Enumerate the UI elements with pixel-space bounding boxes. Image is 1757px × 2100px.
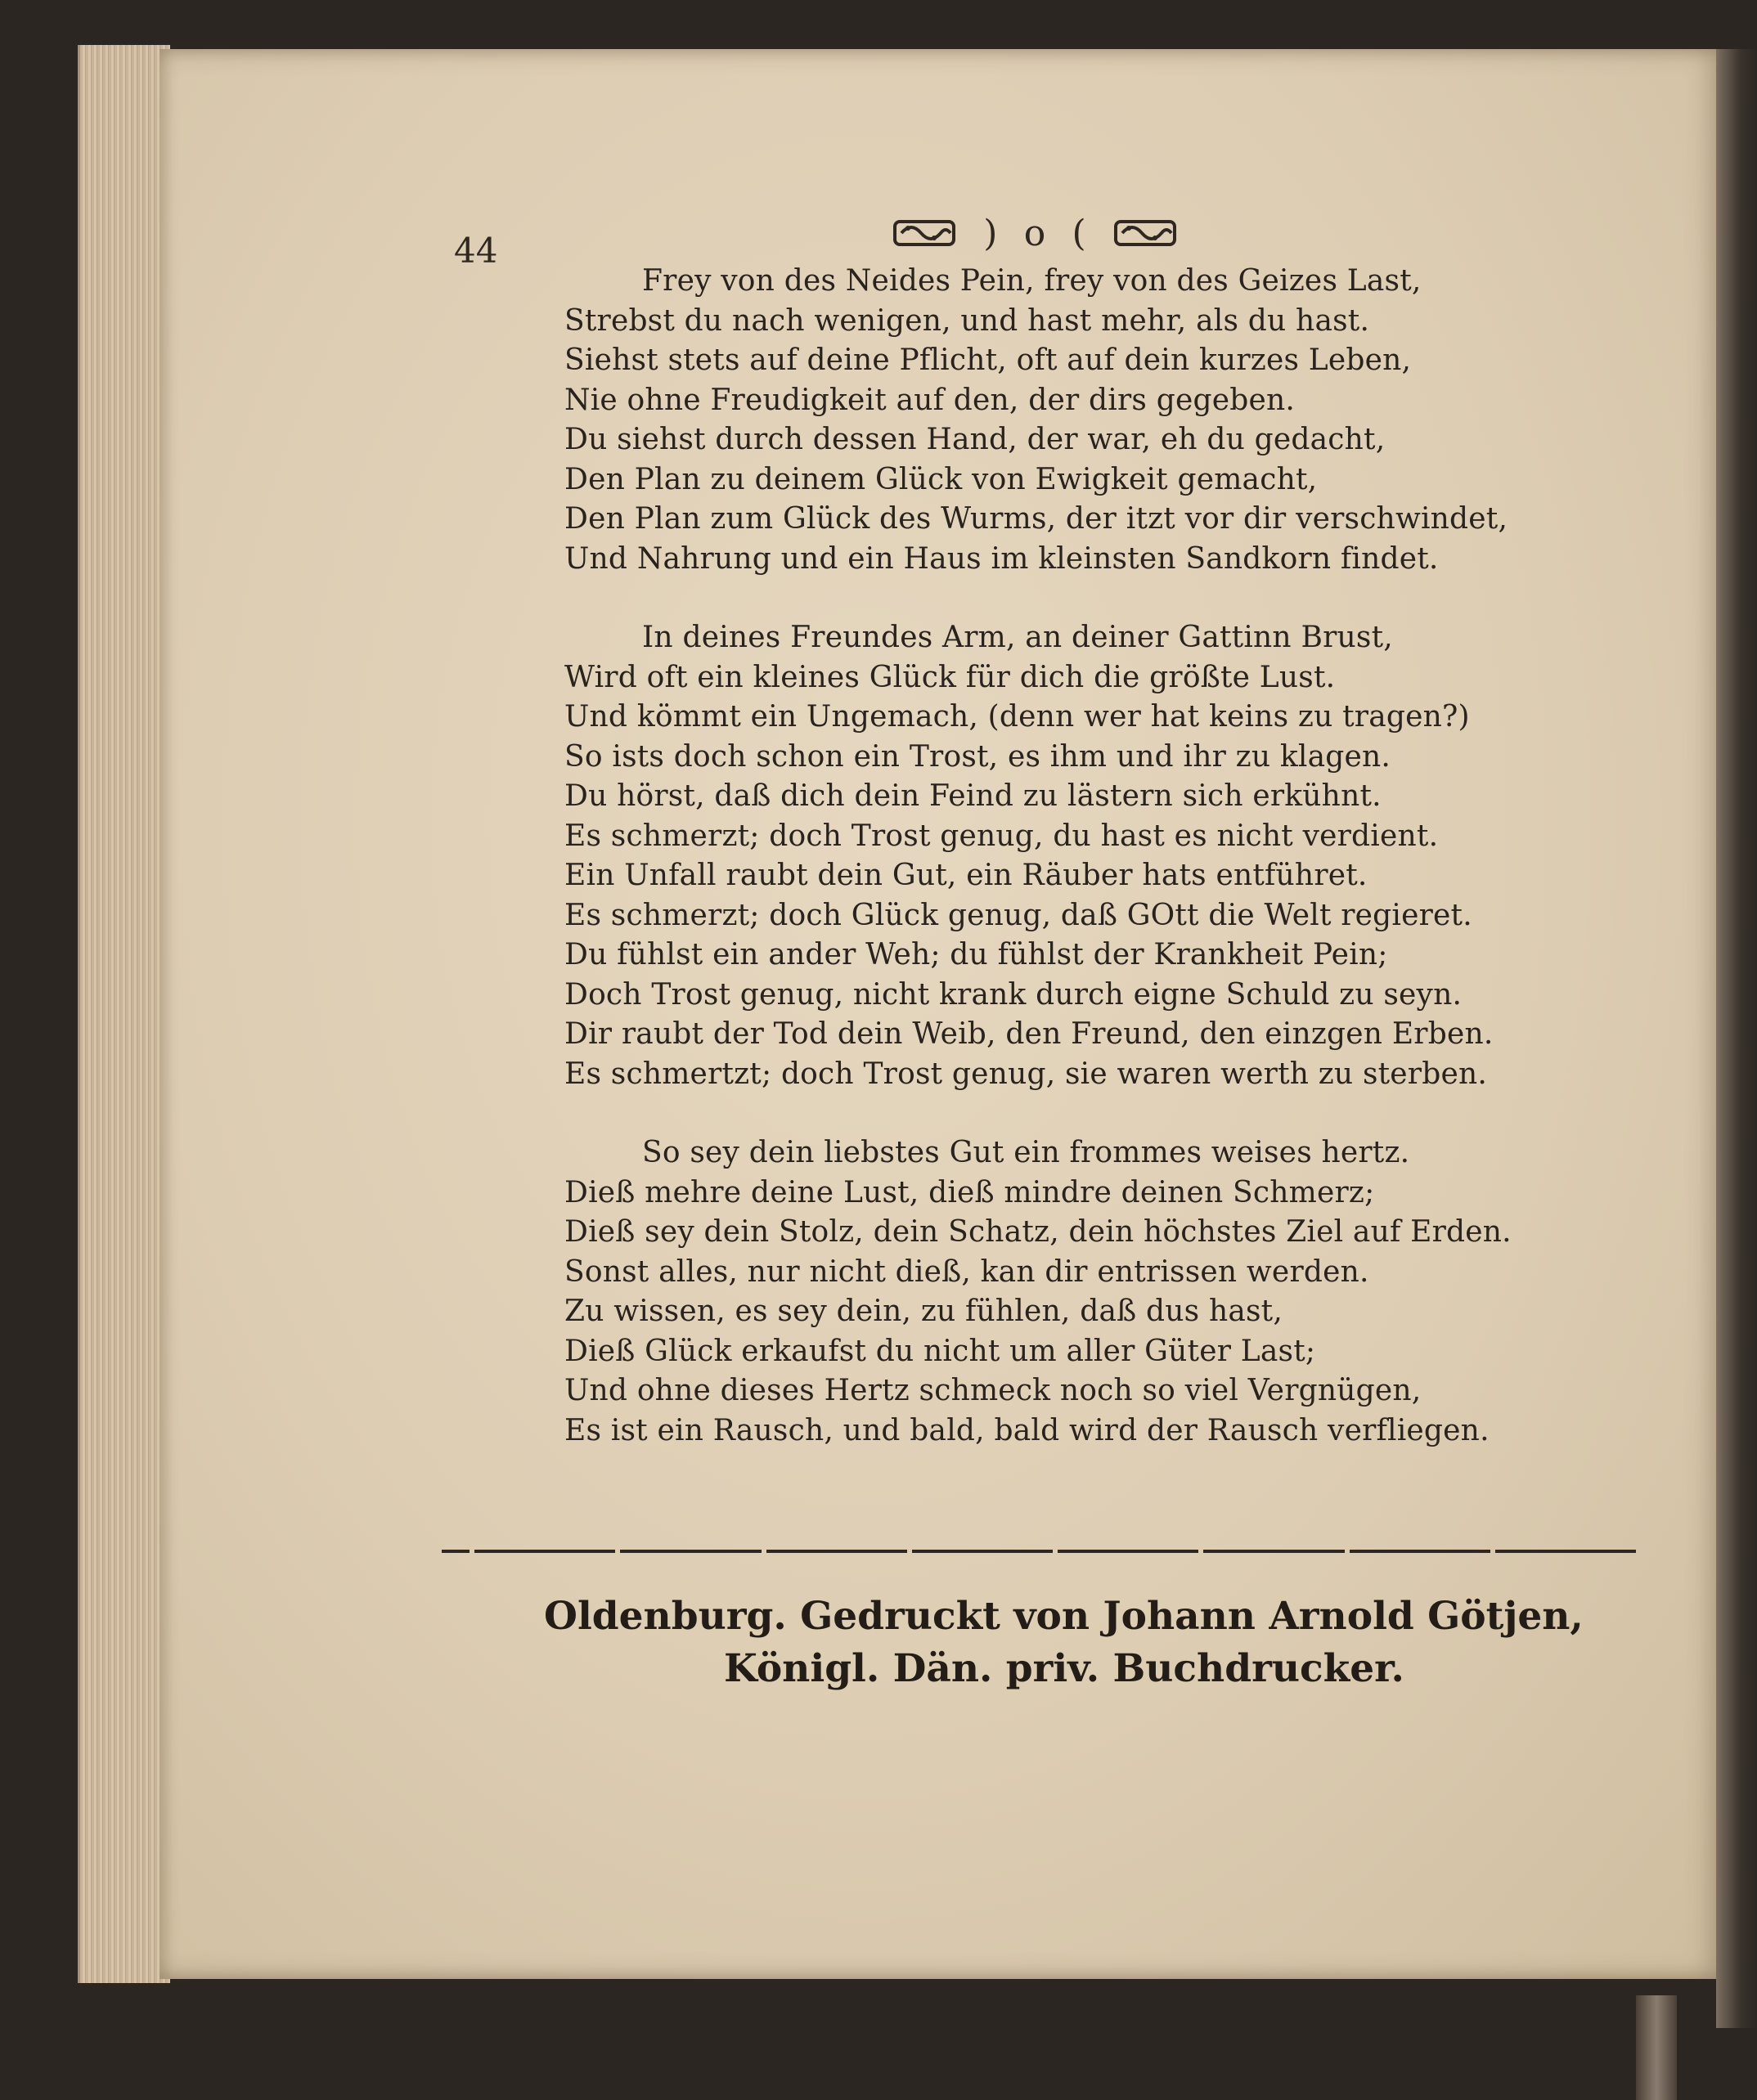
printer-imprint <box>544 1591 1607 1695</box>
page-edges <box>78 45 170 1983</box>
verse-line: Du hörst, daß dich dein Feind zu lästern sich erkühnt. <box>564 779 1382 813</box>
rule-dash <box>1350 1550 1490 1553</box>
rule-dash <box>442 1550 470 1553</box>
verse-line: Und Nahrung und ein Haus im kleinsten Sandkorn findet. <box>564 541 1439 576</box>
stanza-3 <box>564 1133 1571 1451</box>
dashed-rule <box>442 1550 1636 1555</box>
verse-line: In deines Freundes Arm, an deiner Gattinn Brust, <box>642 621 1393 654</box>
imprint-line-1: Oldenburg. Gedruckt von Johann Arnold Götjen, <box>544 1594 1584 1639</box>
verse-line: Es ist ein Rausch, und bald, bald wird der Rausch verfliegen. <box>564 1413 1490 1447</box>
verse-line: Siehst stets auf deine Pflicht, oft auf dein kurzes Leben, <box>564 343 1412 377</box>
fleuron-right-icon <box>1112 217 1178 249</box>
verse-line: Du siehst durch dessen Hand, der war, eh du gedacht, <box>564 423 1386 456</box>
stanza-1 <box>564 262 1571 579</box>
stanza-2 <box>564 618 1571 1094</box>
rule-dash <box>1203 1550 1344 1553</box>
page-number: 44 <box>454 231 498 271</box>
verse-line: Frey von des Neides Pein, frey von des Geizes Last, <box>642 264 1422 298</box>
poem-text <box>564 262 1571 1490</box>
verse-line: Den Plan zum Glück des Wurms, der itzt vor dir verschwindet, <box>564 502 1508 536</box>
verse-line: So sey dein liebstes Gut ein frommes weises hertz. <box>642 1136 1410 1169</box>
fleuron-left-icon <box>892 217 957 249</box>
rule-dash <box>766 1550 907 1553</box>
verse-line: Strebst du nach wenigen, und hast mehr, als du hast. <box>564 303 1370 338</box>
verse-line: Du fühlst ein ander Weh; du fühlst der Krankheit Pein; <box>564 938 1388 971</box>
ornament-paren-left: ) <box>983 212 998 254</box>
verse-line: Wird oft ein kleines Glück für dich die größte Lust. <box>564 660 1336 694</box>
verse-line: Dieß sey dein Stolz, dein Schatz, dein höchstes Ziel auf Erden. <box>564 1215 1512 1249</box>
verse-line: Sonst alles, nur nicht dieß, kan dir entrissen werden. <box>564 1254 1369 1289</box>
imprint-line-2: Königl. Dän. priv. Buchdrucker. <box>724 1646 1404 1691</box>
book-gutter <box>1716 49 1757 2028</box>
verse-line: Dieß Glück erkaufst du nicht um aller Güter Last; <box>564 1334 1316 1368</box>
verse-line: Nie ohne Freudigkeit auf den, der dirs gegeben. <box>564 383 1295 417</box>
ornament-paren-right: ( <box>1072 212 1086 254</box>
verse-line: Es schmertzt; doch Trost genug, sie waren werth zu sterben. <box>564 1057 1487 1091</box>
rule-dash <box>474 1550 615 1553</box>
ornament-circle: o <box>1023 212 1046 254</box>
verse-line: Es schmerzt; doch Glück genug, daß GOtt die Welt regieret. <box>564 898 1472 932</box>
header-ornament <box>892 209 1178 258</box>
verse-line: Und ohne dieses Hertz schmeck noch so viel Vergnügen, <box>564 1374 1422 1407</box>
verse-line: Doch Trost genug, nicht krank durch eigne Schuld zu seyn. <box>564 977 1463 1012</box>
bookmark-ribbon <box>1636 1995 1677 2100</box>
verse-line: Dieß mehre deine Lust, dieß mindre deinen Schmerz; <box>564 1175 1375 1209</box>
verse-line: So ists doch schon ein Trost, es ihm und ihr zu klagen. <box>564 739 1391 774</box>
verse-line: Ein Unfall raubt dein Gut, ein Räuber hats entführet. <box>564 859 1368 892</box>
rule-dash <box>912 1550 1053 1553</box>
rule-dash <box>1058 1550 1198 1553</box>
rule-dash <box>620 1550 761 1553</box>
verse-line: Zu wissen, es sey dein, zu fühlen, daß dus hast, <box>564 1295 1283 1328</box>
rule-dash <box>1495 1550 1636 1553</box>
verse-line: Den Plan zu deinem Glück von Ewigkeit gemacht, <box>564 462 1318 496</box>
verse-line: Und kömmt ein Ungemach, (denn wer hat keins zu tragen?) <box>564 700 1470 734</box>
verse-line: Dir raubt der Tod dein Weib, den Freund, den einzgen Erben. <box>564 1017 1494 1051</box>
verse-line: Es schmerzt; doch Trost genug, du hast es nicht verdient. <box>564 819 1439 853</box>
